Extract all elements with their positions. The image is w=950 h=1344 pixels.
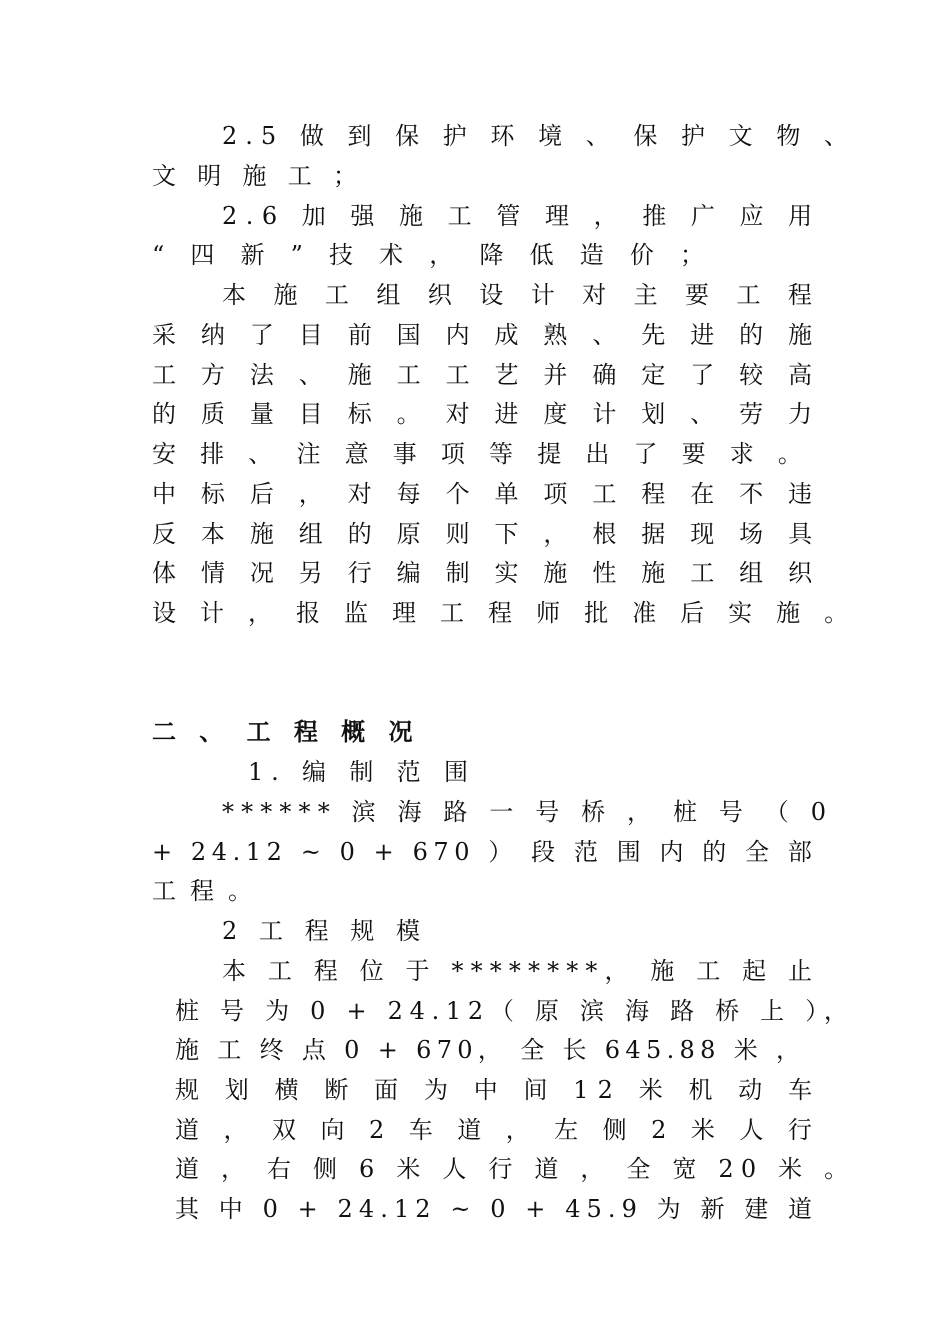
text-line: 规 划 横 断 面 为 中 间 12 米 机 动 车 (175, 1076, 822, 1104)
text-line: 体 情 况 另 行 编 制 实 施 性 施 工 组 织 (152, 559, 821, 587)
text-line: 工 方 法 、 施 工 工 艺 并 确 定 了 较 高 (152, 361, 821, 389)
text-line: 文 明 施 工 ； (152, 162, 364, 190)
text-line: 反 本 施 组 的 原 则 下 ， 根 据 现 场 具 (152, 520, 821, 548)
text-line: 采 纳 了 目 前 国 内 成 熟 、 先 进 的 施 (152, 321, 821, 349)
text-line: 道 ， 右 侧 6 米 人 行 道 ， 全 宽 20 米 。 (175, 1155, 856, 1183)
subsection-heading: 2 工 程 规 模 (222, 917, 428, 945)
text-line: 工 程 。 (152, 877, 256, 905)
text-line: + 24.12 ~ 0 + 670 ） 段 范 围 内 的 全 部 (152, 838, 818, 866)
text-line: 2.6 加 强 施 工 管 理 ， 推 广 应 用 (222, 202, 821, 230)
text-line: 本 工 程 位 于 ********， 施 工 起 止 (222, 957, 820, 985)
text-line: 安 排 、 注 意 事 项 等 提 出 了 要 求 。 (152, 440, 811, 468)
text-line: 施 工 终 点 0 + 670， 全 长 645.88 米 ， (175, 1036, 806, 1064)
subsection-heading: 1. 编 制 范 围 (248, 758, 476, 786)
text-line: 桩 号 为 0 + 24.12（ 原 滨 海 路 桥 上 ）， (175, 997, 855, 1025)
text-line: ****** 滨 海 路 一 号 桥 ， 桩 号 （ 0 (222, 798, 834, 826)
text-line: 的 质 量 目 标 。 对 进 度 计 划 、 劳 力 (152, 400, 821, 428)
text-line: 本 施 工 组 织 设 计 对 主 要 工 程 (222, 281, 822, 309)
text-line: 其 中 0 + 24.12 ~ 0 + 45.9 为 新 建 道 (175, 1195, 819, 1223)
text-line: 设 计 ， 报 监 理 工 程 师 批 准 后 实 施 。 (152, 599, 857, 627)
section-heading: 二 、 工 程 概 况 (152, 717, 420, 746)
text-line: “ 四 新 ” 技 术 ， 降 低 造 价 ； (152, 241, 714, 269)
text-line: 道 ， 双 向 2 车 道 ， 左 侧 2 米 人 行 (175, 1116, 821, 1144)
text-line: 中 标 后 ， 对 每 个 单 项 工 程 在 不 违 (152, 480, 821, 508)
text-line: 2.5 做 到 保 护 环 境 、 保 护 文 物 、 (222, 122, 856, 150)
